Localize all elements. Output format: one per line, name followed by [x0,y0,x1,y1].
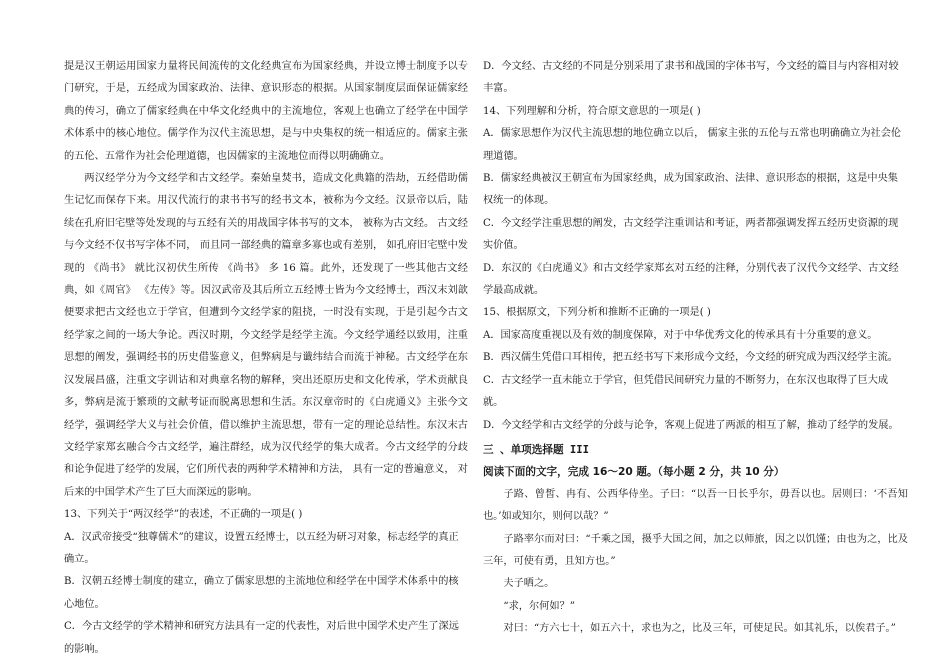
passage-paragraph: 两汉经学分为今文经学和古文经学。秦始皇焚书，造成文化典籍的浩劫，五经借助儒生记忆而保存下来。用汉代流行的隶书书写的经书文本，被称为今文经。汉景帝以后，陆续在孔府旧宅壁等处发现的与五经有关的用战国字体书写的文本， 被称为古文经。 古文经与今文经不仅书写字体不同， 而且同一部经典的篇章多寡也或有差别， 如孔府旧宅壁中发现的 《尚书》 就比汉初伏生所传 《尚书》 多 16 篇。此外，还发现了一些其他古文经典，如《周官》 《左传》等。因汉武帝及其后所立五经博士皆为今文经博士，西汉末刘歆便要求把古文经也立于学官，但遭到今文经学家的阻挠，一时没有实现，于是引起今古文经学家之间的一场大争论。西汉时期，今文经学是经学主流。今文经学通经以致用，注重思想的阐发，强调经书的历史借鉴意义，但弊病是与谶纬结合而流于神秘。古文经学在东汉发展昌盛，注重文字训诂和对典章名物的解释，突出还原历史和文化传承，学术贡献良多，弊病是流于繁琐的文献考证而脱离思想和生活。东汉章帝时的《白虎通义》主张今文经学，强调经学大义与社会价值，借以维护主流思想，带有一定的理论总结性。东汉末古文经学家郑玄融合今古文经学，遍注群经，成为汉代经学的集大成者。今古文经学的分歧和论争促进了经学的发展，它们所代表的两种学术精神和方法， 具有一定的普遍意义， 对后来的中国学术产生了巨大而深远的影响。 [64,173,468,498]
question-13-option-c: C．今古文经学的学术精神和研究方法具有一定的代表性，对后世中国学术史产生了深远的影响。 [64,621,459,655]
question-15-option-d: D．今文经学和古文经学的分歧与论争，客观上促进了两派的相互了解，推动了经学的发展。 [483,419,899,431]
classical-text-paragraph: 子路率尔而对曰：“千乘之国，摄乎大国之间，加之以师旅，因之以饥馑；由也为之，比及三年，可使有勇，且知方也。” [483,533,908,567]
classical-text-paragraph: 对曰：“方六七十，如五六十，求也为之，比及三年，可使足民。如其礼乐，以俟君子。” [503,623,896,635]
classical-text-paragraph: 夫子哂之。 [503,578,555,590]
section-instruction: 阅读下面的文字，完成 16～20 题。（每小题 2 分，共 10 分） [483,466,785,479]
question-13-option-b: B．汉朝五经博士制度的建立，确立了儒家思想的主流地位和经学在中国学术体系中的核心地位。 [64,576,459,610]
question-14-option-b: B．儒家经典被汉王朝宣布为国家经典，成为国家政治、法律、意识形态的根据，这是中央集权统一的体现。 [483,173,898,207]
left-column [64,56,468,661]
classical-text-paragraph: “求，尔何如？” [503,600,575,612]
question-14-option-d: D．东汉的《白虎通义》和古文经学家郑玄对五经的注释，分别代表了汉代今文经学、古文经学最高成就。 [483,262,899,297]
question-13-option-d: D．今文经、古文经的不同是分别采用了隶书和战国的字体书写，今文经的篇目与内容相对较丰富。 [483,61,899,95]
question-13-option-a: A．汉武帝接受“独尊儒术”的建议，设置五经博士，以五经为研习对象，标志经学的真正确立。 [64,531,459,565]
question-15-option-a: A．国家高度重视以及有效的制度保障，对于中华优秀文化的传承具有十分重要的意义。 [483,329,878,341]
right-column [483,56,908,641]
question-15-stem: 15、根据原文，下列分析和推断不正确的一项是( ) [483,307,711,319]
question-15-option-c: C．古文经学一直未能立于学官，但凭借民间研究力量的不断努力，在东汉也取得了巨大成就。 [483,374,889,409]
section-heading: 三 、单项选择题 III [483,443,590,456]
question-14-stem: 14、下列理解和分析，符合原文意思的一项是( ) [483,105,701,117]
classical-text-paragraph: 子路、曾皙、冉有、公西华侍坐。子曰：“以吾一日长乎尔，毋吾以也。居则曰：‘不吾知也。’如或知尔，则何以哉？” [483,488,908,523]
passage-paragraph: 提是汉王朝运用国家力量将民间流传的文化经典宣布为国家经典，并设立博士制度予以专门研究，于是，五经成为国家政治、法律、意识形态的根据。从国家制度层面保证儒家经典的传习，确立了儒家经典在中华文化经典中的主流地位，客观上也确立了经学在中国学术体系中的核心地位。儒学作为汉代主流思想，是与中央集权的统一相适应的。儒家主张的五伦、五常作为社会伦理道德，也因儒家的主流地位而得以明确确立。 [64,61,468,162]
question-15-option-b: B．西汉儒生凭借口耳相传，把五经书写下来形成今文经，今文经的研究成为西汉经学主流。 [483,352,898,364]
question-14-option-a: A．儒家思想作为汉代主流思想的地位确立以后， 儒家主张的五伦与五常也明确确立为社会伦理道德。 [483,128,902,162]
question-14-option-c: C．今文经学注重思想的阐发，古文经学注重训诂和考证，两者都强调发挥五经历史资源的现实价值。 [483,217,899,252]
question-13-stem: 13、下列关于“两汉经学”的表述，不正确的一项是( ) [64,509,303,521]
